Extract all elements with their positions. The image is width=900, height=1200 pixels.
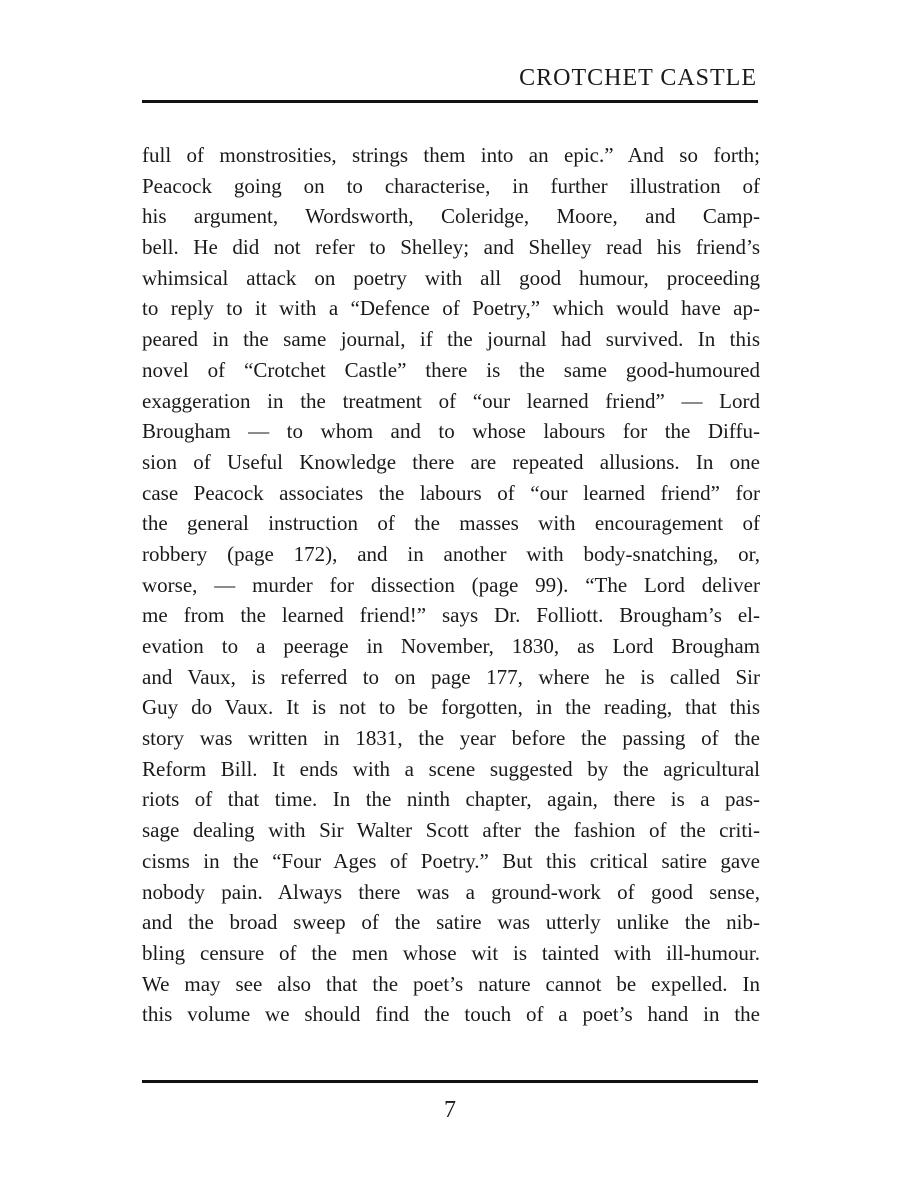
text-line: and the broad sweep of the satire was utterly unlike the nib- bbox=[142, 910, 760, 935]
text-line: robbery (page 172), and in another with body-snatching, or, bbox=[142, 541, 760, 566]
text-line: whimsical attack on poetry with all good humour, proceeding bbox=[142, 265, 760, 290]
text-line: riots of that time. In the ninth chapter, again, there is a pas- bbox=[142, 787, 760, 812]
running-title: CROTCHET CASTLE bbox=[519, 65, 757, 91]
text-line: this volume we should find the touch of a poet’s hand in the bbox=[142, 1002, 760, 1027]
text-line: Guy do Vaux. It is not to be forgotten, in the reading, that this bbox=[142, 695, 760, 720]
header-rule bbox=[142, 100, 758, 103]
body-text bbox=[142, 140, 760, 1030]
text-line: sage dealing with Sir Walter Scott after the fashion of the criti- bbox=[142, 818, 760, 843]
text-line: evation to a peerage in November, 1830, as Lord Brougham bbox=[142, 634, 760, 658]
text-line: bling censure of the men whose wit is tainted with ill-humour. bbox=[142, 940, 760, 965]
text-line: worse, — murder for dissection (page 99). “The Lord deliver bbox=[142, 572, 760, 597]
footer-rule bbox=[142, 1080, 758, 1083]
text-line: Brougham — to whom and to whose labours for the Diffu- bbox=[142, 419, 760, 444]
text-line: and Vaux, is referred to on page 177, where he is called Sir bbox=[142, 664, 760, 689]
text-line: story was written in 1831, the year before the passing of the bbox=[142, 726, 760, 751]
text-line: novel of “Crotchet Castle” there is the same good-humoured bbox=[142, 357, 760, 382]
text-line: nobody pain. Always there was a ground-work of good sense, bbox=[142, 879, 760, 904]
page-number: 7 bbox=[444, 1097, 456, 1123]
text-line: the general instruction of the masses with encouragement of bbox=[142, 511, 760, 536]
text-line: sion of Useful Knowledge there are repeated allusions. In one bbox=[142, 449, 760, 474]
text-line: cisms in the “Four Ages of Poetry.” But this critical satire gave bbox=[142, 848, 760, 873]
text-line: full of monstrosities, strings them into an epic.” And so forth; bbox=[142, 143, 760, 167]
text-line: Reform Bill. It ends with a scene suggested by the agricultural bbox=[142, 756, 760, 781]
text-line: Peacock going on to characterise, in further illustration of bbox=[142, 173, 760, 198]
text-line: exaggeration in the treatment of “our learned friend” — Lord bbox=[142, 388, 760, 413]
text-line: case Peacock associates the labours of “our learned friend” for bbox=[142, 480, 760, 505]
text-line: his argument, Wordsworth, Coleridge, Moore, and Camp- bbox=[142, 204, 760, 229]
text-line: me from the learned friend!” says Dr. Folliott. Brougham’s el- bbox=[142, 603, 760, 628]
text-line: to reply to it with a “Defence of Poetry,” which would have ap- bbox=[142, 296, 760, 321]
text-line: We may see also that the poet’s nature cannot be expelled. In bbox=[142, 971, 760, 996]
text-line: peared in the same journal, if the journal had survived. In this bbox=[142, 327, 760, 352]
text-line: bell. He did not refer to Shelley; and Shelley read his friend’s bbox=[142, 235, 760, 260]
